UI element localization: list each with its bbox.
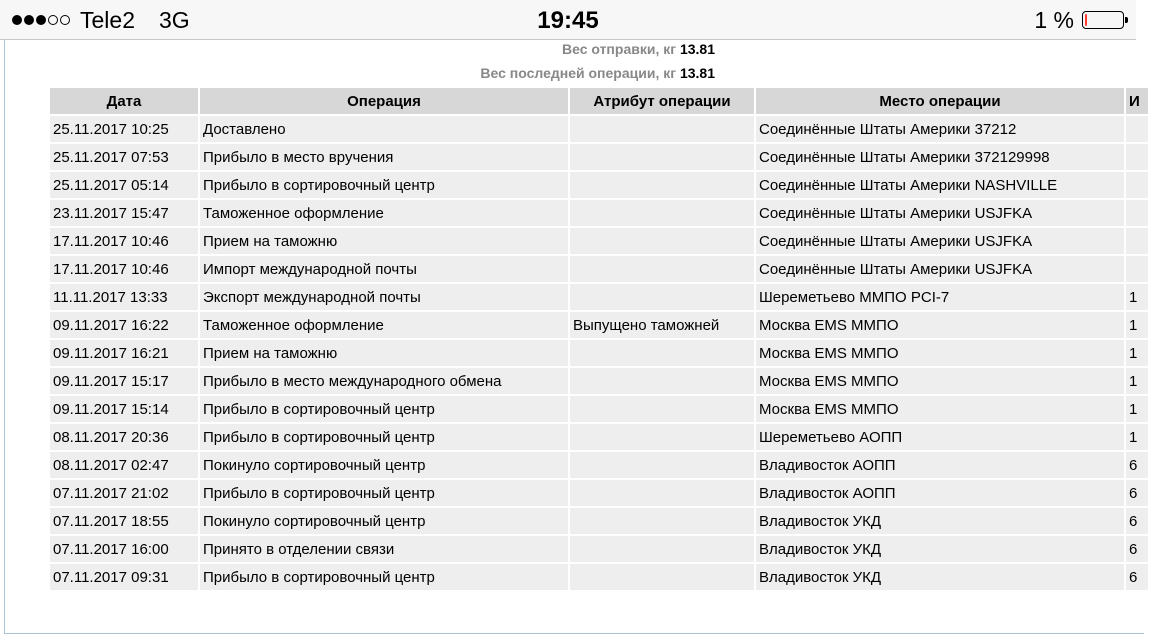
cell-location: Соединённые Штаты Америки NASHVILLE xyxy=(755,171,1125,199)
cell-attribute xyxy=(569,395,755,423)
cell-attribute xyxy=(569,115,755,143)
header-location: Место операции xyxy=(755,87,1125,115)
cell-date: 11.11.2017 13:33 xyxy=(49,283,199,311)
table-row xyxy=(49,479,1149,507)
cell-date: 17.11.2017 10:46 xyxy=(49,227,199,255)
cell-operation: Покинуло сортировочный центр xyxy=(199,507,569,535)
network-type: 3G xyxy=(158,6,190,33)
cell-location: Соединённые Штаты Америки 37212 xyxy=(755,115,1125,143)
cell-operation: Таможенное оформление xyxy=(199,311,569,339)
cell-attribute: Выпущено таможней xyxy=(569,311,755,339)
cell-index: 6 xyxy=(1125,451,1149,479)
cell-attribute xyxy=(569,283,755,311)
header-index: И xyxy=(1125,87,1149,115)
shipment-weight-value: 13.81 xyxy=(679,41,715,57)
cell-date: 07.11.2017 16:00 xyxy=(49,535,199,563)
cell-date: 09.11.2017 15:17 xyxy=(49,367,199,395)
cell-attribute xyxy=(569,227,755,255)
cell-date: 25.11.2017 07:53 xyxy=(49,143,199,171)
cell-location: Соединённые Штаты Америки 372129998 xyxy=(755,143,1125,171)
cell-index: 6 xyxy=(1125,535,1149,563)
table-row xyxy=(49,143,1149,171)
cell-date: 09.11.2017 15:14 xyxy=(49,395,199,423)
cell-operation: Прибыло в сортировочный центр xyxy=(199,479,569,507)
cell-date: 23.11.2017 15:47 xyxy=(49,199,199,227)
shipment-weight-label: Вес отправки, кг xyxy=(561,41,677,57)
cell-attribute xyxy=(569,367,755,395)
carrier-name: Tele2 xyxy=(80,6,135,33)
cell-operation: Прибыло в сортировочный центр xyxy=(199,423,569,451)
table-header-row xyxy=(49,87,1149,115)
table-row xyxy=(49,451,1149,479)
cell-index: 6 xyxy=(1125,563,1149,591)
battery-level-fill xyxy=(1085,14,1087,26)
cell-location: Москва EMS ММПО xyxy=(755,395,1125,423)
cell-date: 07.11.2017 18:55 xyxy=(49,507,199,535)
status-bar-right xyxy=(1034,7,1124,33)
cell-attribute xyxy=(569,451,755,479)
cell-operation: Прибыло в сортировочный центр xyxy=(199,171,569,199)
last-op-weight-label: Вес последней операции, кг xyxy=(480,65,677,81)
cell-operation: Прием на таможню xyxy=(199,339,569,367)
cell-index xyxy=(1125,115,1149,143)
table-row xyxy=(49,311,1149,339)
cell-location: Шереметьево ММПО PCI-7 xyxy=(755,283,1125,311)
table-row xyxy=(49,395,1149,423)
shipment-weight-row xyxy=(0,41,715,57)
cell-attribute xyxy=(569,339,755,367)
cell-index: 1 xyxy=(1125,423,1149,451)
table-row xyxy=(49,283,1149,311)
cell-index xyxy=(1125,143,1149,171)
cell-date: 08.11.2017 20:36 xyxy=(49,423,199,451)
cell-attribute xyxy=(569,563,755,591)
cell-location: Владивосток УКД xyxy=(755,563,1125,591)
cell-index xyxy=(1125,255,1149,283)
cell-location: Шереметьево АОПП xyxy=(755,423,1125,451)
table-row xyxy=(49,227,1149,255)
cell-location: Владивосток АОПП xyxy=(755,451,1125,479)
cell-operation: Прибыло в место международного обмена xyxy=(199,367,569,395)
cell-date: 25.11.2017 05:14 xyxy=(49,171,199,199)
cell-attribute xyxy=(569,507,755,535)
cell-location: Соединённые Штаты Америки USJFKA xyxy=(755,227,1125,255)
cell-attribute xyxy=(569,199,755,227)
cell-location: Владивосток УКД xyxy=(755,535,1125,563)
cell-date: 25.11.2017 10:25 xyxy=(49,115,199,143)
cell-operation: Прием на таможню xyxy=(199,227,569,255)
header-date: Дата xyxy=(49,87,199,115)
cell-index xyxy=(1125,227,1149,255)
cell-location: Москва EMS ММПО xyxy=(755,367,1125,395)
cell-attribute xyxy=(569,535,755,563)
operations-table-body xyxy=(49,115,1149,591)
battery-percent: 1 % xyxy=(1034,6,1074,33)
cell-location: Москва EMS ММПО xyxy=(755,311,1125,339)
cell-date: 09.11.2017 16:22 xyxy=(49,311,199,339)
cell-index: 1 xyxy=(1125,339,1149,367)
cell-index: 1 xyxy=(1125,367,1149,395)
cell-operation: Покинуло сортировочный центр xyxy=(199,451,569,479)
cell-attribute xyxy=(569,143,755,171)
cell-index: 1 xyxy=(1125,311,1149,339)
cell-date: 07.11.2017 09:31 xyxy=(49,563,199,591)
cell-date: 17.11.2017 10:46 xyxy=(49,255,199,283)
cell-attribute xyxy=(569,479,755,507)
cell-index xyxy=(1125,199,1149,227)
cell-index: 1 xyxy=(1125,283,1149,311)
cell-attribute xyxy=(569,171,755,199)
cell-index: 6 xyxy=(1125,479,1149,507)
cell-operation: Принято в отделении связи xyxy=(199,535,569,563)
status-clock: 19:45 xyxy=(537,7,599,34)
last-op-weight-row xyxy=(0,65,715,81)
operations-table xyxy=(48,86,1150,592)
cell-location: Москва EMS ММПО xyxy=(755,339,1125,367)
cell-operation: Прибыло в место вручения xyxy=(199,143,569,171)
table-row xyxy=(49,423,1149,451)
header-operation: Операция xyxy=(199,87,569,115)
table-row xyxy=(49,563,1149,591)
cell-operation: Прибыло в сортировочный центр xyxy=(199,563,569,591)
cell-operation: Прибыло в сортировочный центр xyxy=(199,395,569,423)
status-bar xyxy=(0,0,1136,40)
cell-index xyxy=(1125,171,1149,199)
table-row xyxy=(49,535,1149,563)
battery-icon xyxy=(1082,11,1124,29)
cell-operation: Импорт международной почты xyxy=(199,255,569,283)
header-attribute: Атрибут операции xyxy=(569,87,755,115)
cell-date: 09.11.2017 16:21 xyxy=(49,339,199,367)
cell-operation: Доставлено xyxy=(199,115,569,143)
cell-date: 08.11.2017 02:47 xyxy=(49,451,199,479)
cell-location: Соединённые Штаты Америки USJFKA xyxy=(755,199,1125,227)
cell-location: Соединённые Штаты Америки USJFKA xyxy=(755,255,1125,283)
table-row xyxy=(49,255,1149,283)
table-row xyxy=(49,171,1149,199)
cell-location: Владивосток УКД xyxy=(755,507,1125,535)
cell-operation: Экспорт международной почты xyxy=(199,283,569,311)
cell-location: Владивосток АОПП xyxy=(755,479,1125,507)
table-row xyxy=(49,367,1149,395)
table-row xyxy=(49,199,1149,227)
table-row xyxy=(49,339,1149,367)
cell-index: 6 xyxy=(1125,507,1149,535)
cell-date: 07.11.2017 21:02 xyxy=(49,479,199,507)
last-op-weight-value: 13.81 xyxy=(679,65,715,81)
cell-attribute xyxy=(569,255,755,283)
table-row xyxy=(49,507,1149,535)
table-row xyxy=(49,115,1149,143)
cell-attribute xyxy=(569,423,755,451)
cell-index: 1 xyxy=(1125,395,1149,423)
cell-operation: Таможенное оформление xyxy=(199,199,569,227)
